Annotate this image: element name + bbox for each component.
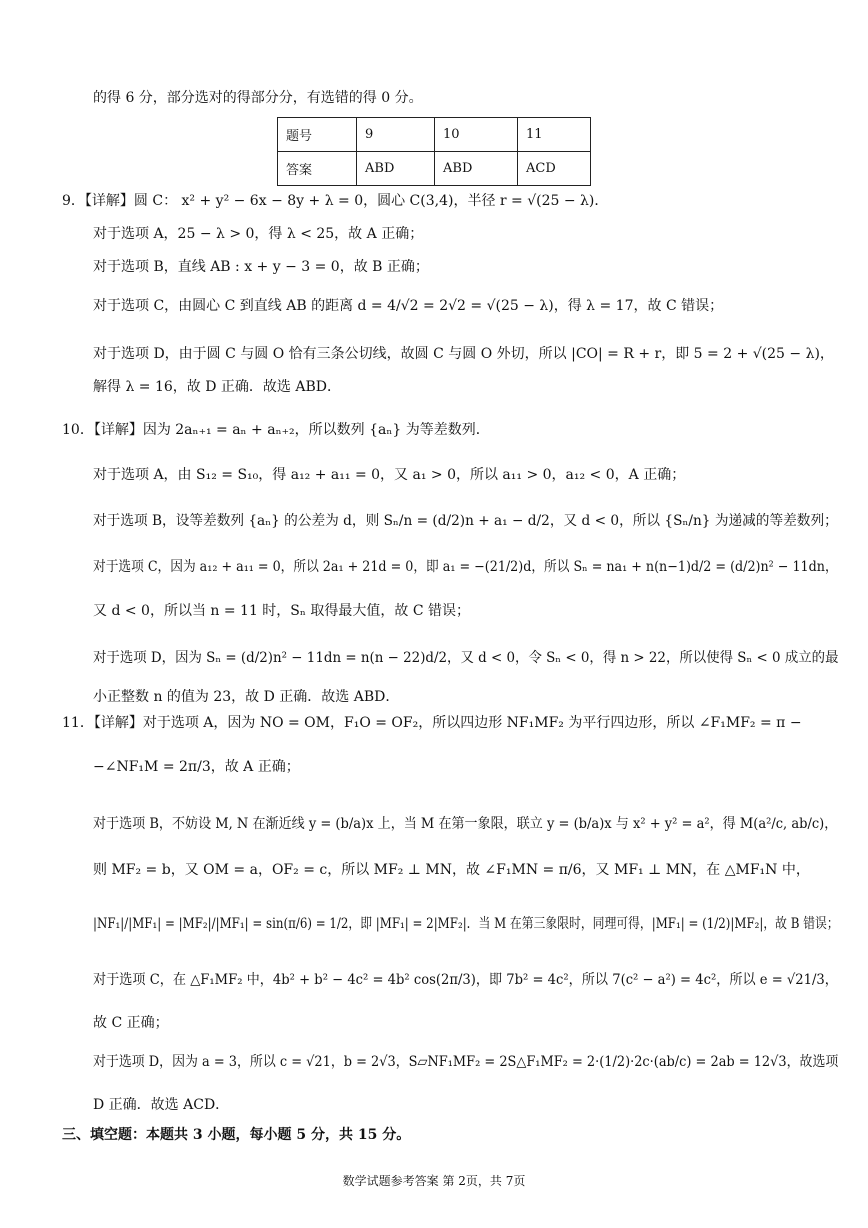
- q10-line-6: 对于选项 D，因为 Sₙ = (d/2)n² − 11dn = n(n − 22)d/2，又 d < 0，令 Sₙ < 0，得 n > 22，所以使得 Sₙ < 0 成立的最: [93, 650, 839, 666]
- q11-line-6: 对于选项 C，在 △F₁MF₂ 中，4b² + b² − 4c² = 4b² cos(2π/3)，即 7b² = 4c²，所以 7(c² − a²) = 4c²，所以 e = √21/3，: [93, 972, 838, 988]
- table-cell: ACD: [518, 152, 591, 186]
- page-footer: 数学试题参考答案 第 2页，共 7页: [342, 1174, 526, 1188]
- table-cell: 11: [518, 118, 591, 152]
- q11-line-2: −∠NF₁M = 2π/3，故 A 正确；: [93, 759, 300, 775]
- answer-table: [277, 117, 591, 186]
- q9-line-5: 对于选项 D，由于圆 C 与圆 O 恰有三条公切线，故圆 C 与圆 O 外切，所以 |CO| = R + r，即 5 = 2 + √(25 − λ)，: [93, 346, 834, 362]
- q10-line-3: 对于选项 B，设等差数列 {aₙ} 的公差为 d，则 Sₙ/n = (d/2)n + a₁ − d/2，又 d < 0，所以 {Sₙ/n} 为递减的等差数列；: [93, 513, 838, 529]
- q9-line-4: 对于选项 C，由圆心 C 到直线 AB 的距离 d = 4/√2 = 2√2 = √(25 − λ)，得 λ = 17，故 C 错误；: [93, 298, 724, 314]
- section-heading: 三、填空题：本题共 3 小题，每小题 5 分，共 15 分。: [62, 1127, 411, 1143]
- q9-line-6: 解得 λ = 16，故 D 正确．故选 ABD．: [93, 379, 341, 395]
- table-row: [278, 152, 591, 186]
- q11-line-8: 对于选项 D，因为 a = 3，所以 c = √21，b = 2√3，S▱NF₁MF₂ = 2S△F₁MF₂ = 2·(1/2)·2c·(ab/c) = 2ab = 12√3，故选项: [93, 1054, 839, 1070]
- q10-line-7: 小正整数 n 的值为 23，故 D 正确．故选 ABD．: [93, 689, 400, 705]
- q9-line-2: 对于选项 A，25 − λ > 0，得 λ < 25，故 A 正确；: [93, 226, 424, 242]
- q10-line-1: 10．【详解】因为 2aₙ₊₁ = aₙ + aₙ₊₂，所以数列 {aₙ} 为等差数列．: [62, 422, 490, 438]
- q10-line-5: 又 d < 0，所以当 n = 11 时，Sₙ 取得最大值，故 C 错误；: [93, 603, 471, 619]
- table-cell: 9: [357, 118, 435, 152]
- q11-line-4: 则 MF₂ = b，又 OM = a，OF₂ = c，所以 MF₂ ⊥ MN，故 ∠F₁MN = π/6，又 MF₁ ⊥ MN，在 △MF₁N 中，: [93, 862, 810, 878]
- q11-line-7: 故 C 正确；: [93, 1015, 169, 1031]
- q11-line-3: 对于选项 B，不妨设 M, N 在渐近线 y = (b/a)x 上，当 M 在第一象限，联立 y = (b/a)x 与 x² + y² = a²，得 M(a²/c, ab/c)，: [93, 816, 838, 832]
- table-cell: ABD: [435, 152, 518, 186]
- table-cell: 10: [435, 118, 518, 152]
- q9-line-1: 9．【详解】圆 C： x² + y² − 6x − 8y + λ = 0，圆心 C(3,4)，半径 r = √(25 − λ)．: [62, 193, 609, 209]
- scoring-note: 的得 6 分，部分选对的得部分分，有选错的得 0 分。: [93, 90, 423, 106]
- q10-line-4: 对于选项 C，因为 a₁₂ + a₁₁ = 0，所以 2a₁ + 21d = 0，即 a₁ = −(21/2)d，所以 Sₙ = na₁ + n(n−1)d/2 = (d/2)n² − 11dn，: [93, 559, 838, 575]
- table-cell: ABD: [357, 152, 435, 186]
- q9-line-3: 对于选项 B，直线 AB : x + y − 3 = 0，故 B 正确；: [93, 259, 429, 275]
- q10-line-2: 对于选项 A，由 S₁₂ = S₁₀，得 a₁₂ + a₁₁ = 0，又 a₁ > 0，所以 a₁₁ > 0，a₁₂ < 0，A 正确；: [93, 467, 686, 483]
- q11-line-1: 11．【详解】对于选项 A，因为 NO = OM，F₁O = OF₂，所以四边形 NF₁MF₂ 为平行四边形，所以 ∠F₁MF₂ = π −: [62, 715, 802, 731]
- q11-line-5: |NF₁|/|MF₁| = |MF₂|/|MF₁| = sin(π/6) = 1/2，即 |MF₁| = 2|MF₂|．当 M 在第三象限时，同理可得，|MF₁| = (1/2)|MF₂|，故 B 错误；: [93, 916, 839, 932]
- table-cell: 题号: [278, 118, 357, 152]
- table-cell: 答案: [278, 152, 357, 186]
- q11-line-9: D 正确．故选 ACD．: [93, 1097, 230, 1113]
- table-row: [278, 118, 591, 152]
